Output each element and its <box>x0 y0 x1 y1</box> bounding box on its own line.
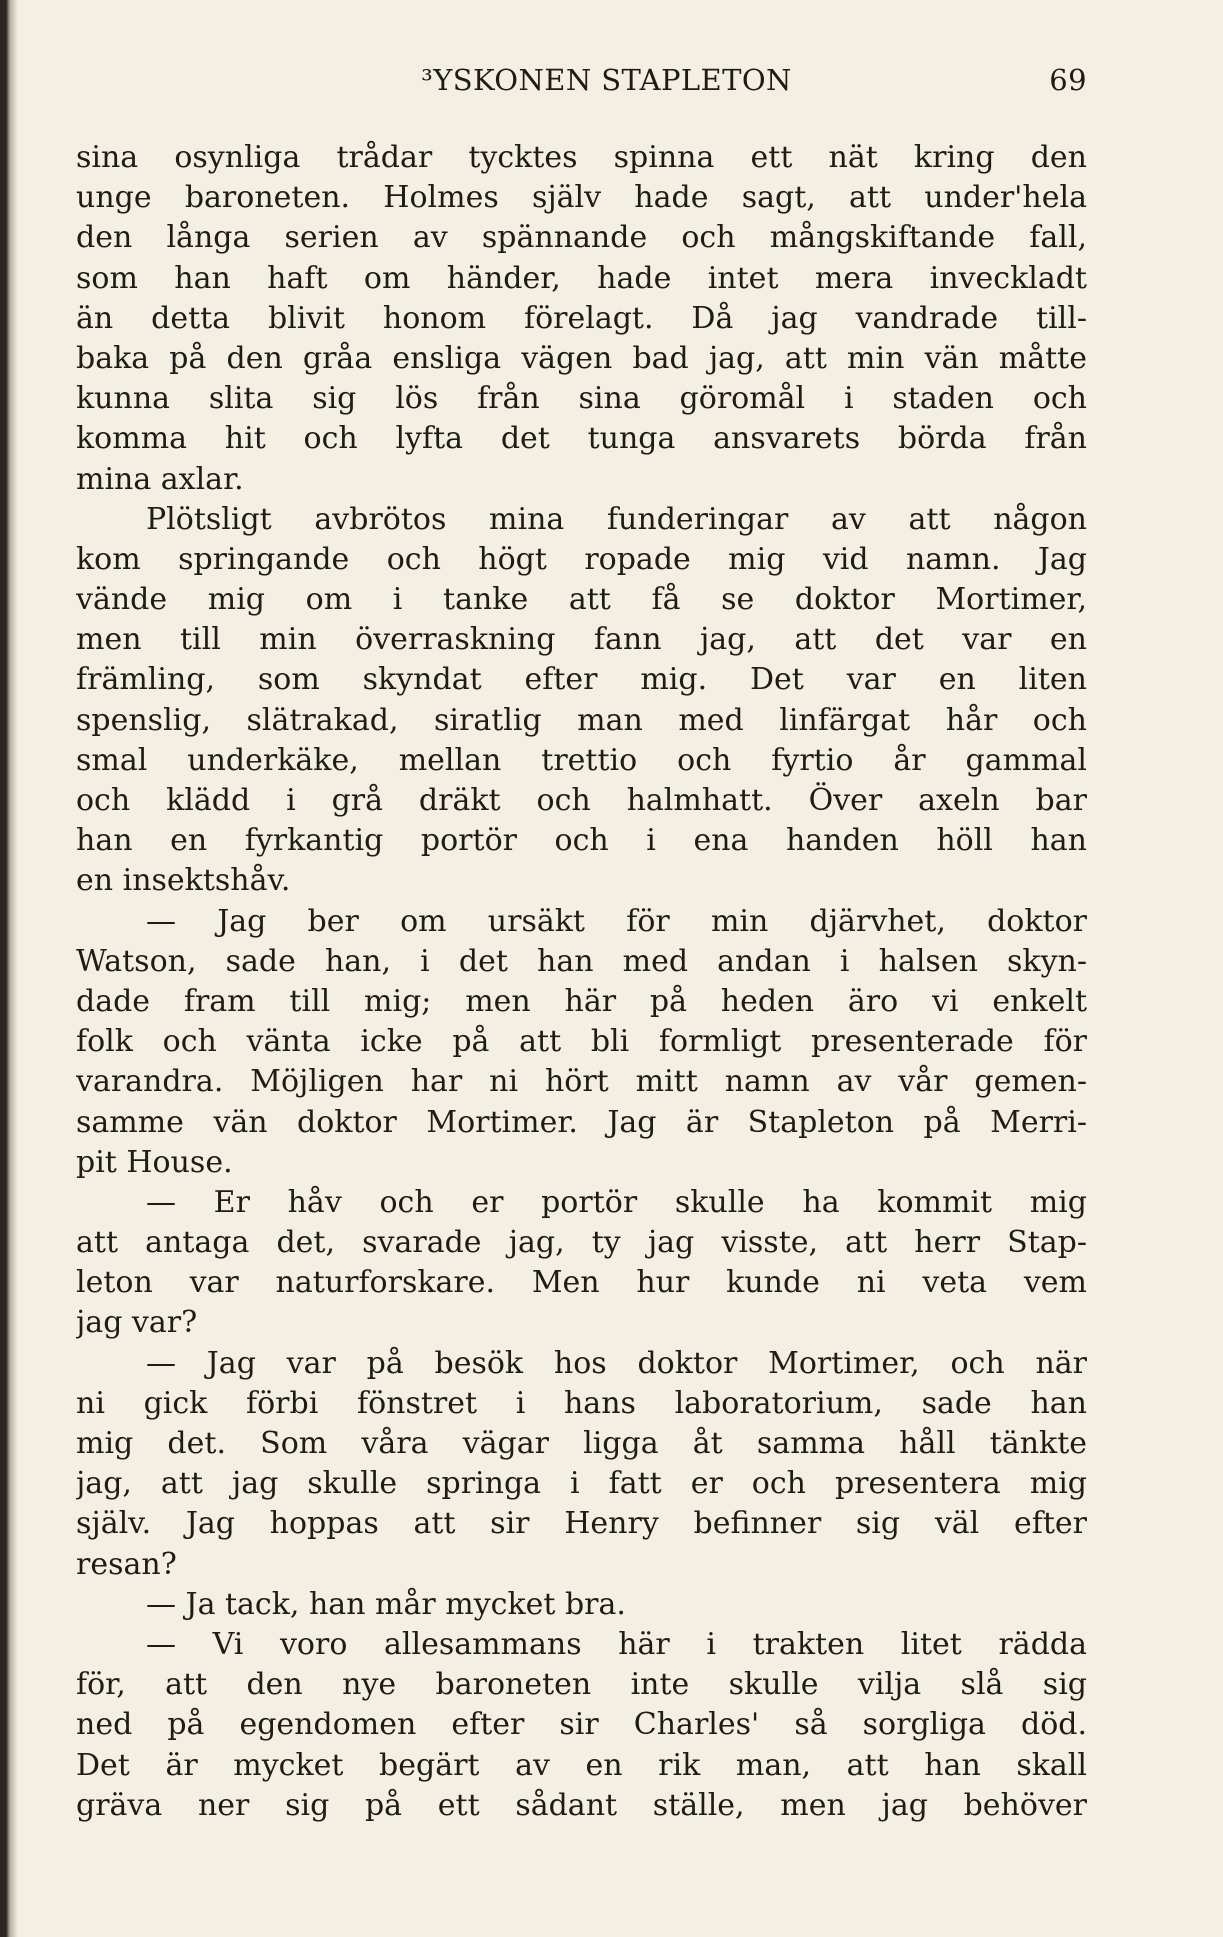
text-line: — Jag ber om ursäkt för min djärvhet, doktor <box>146 903 1087 939</box>
text-line: själv. Jag hoppas att sir Henry befinner sig väl efter <box>76 1506 1087 1542</box>
text-line: spenslig, slätrakad, siratlig man med linfärgat hår och <box>76 702 1087 738</box>
text-line: pit House. <box>76 1144 233 1180</box>
text-line: Watson, sade han, i det han med andan i halsen skyn- <box>76 943 1087 979</box>
text-line: — Er håv och er portör skulle ha kommit mig <box>146 1184 1087 1220</box>
text-line: resan? <box>76 1546 177 1582</box>
text-line: dade fram till mig; men här på heden äro vi enkelt <box>76 983 1087 1019</box>
text-line: men till min överraskning fann jag, att det var en <box>76 622 1087 658</box>
text-line: att antaga det, svarade jag, ty jag visste, att herr Stap- <box>76 1225 1087 1261</box>
page-header <box>76 60 1087 100</box>
text-line: som han haft om händer, hade intet mera inveckladt <box>76 260 1087 296</box>
text-line: mig det. Som våra vägar ligga åt samma håll tänkte <box>76 1426 1087 1461</box>
text-line: han en fyrkantig portör och i ena handen höll han <box>76 823 1087 859</box>
text-line: varandra. Möjligen har ni hört mitt namn av vår gemen- <box>76 1064 1087 1100</box>
text-line: jag var? <box>76 1305 198 1341</box>
text-line: — Jag var på besök hos doktor Mortimer, och när <box>146 1345 1087 1381</box>
text-line: baka på den gråa ensliga vägen bad jag, att min vän måtte <box>76 340 1087 376</box>
running-title: ³YSKONEN STAPLETON <box>421 63 792 97</box>
text-line: än detta blivit honom förelagt. Då jag vandrade till- <box>76 300 1087 336</box>
text-line: kunna slita sig lös från sina göromål i staden och <box>76 381 1087 417</box>
page-number: 69 <box>1049 63 1087 97</box>
text-line: den långa serien av spännande och mångskiftande fall, <box>76 220 1087 256</box>
text-line: vände mig om i tanke att få se doktor Mortimer, <box>76 582 1087 618</box>
text-line: leton var naturforskare. Men hur kunde ni veta vem <box>76 1265 1087 1301</box>
text-line: mina axlar. <box>76 461 244 497</box>
text-line: unge baroneten. Holmes själv hade sagt, att under'hela <box>76 180 1087 216</box>
text-line: kom springande och högt ropade mig vid namn. Jag <box>76 541 1087 577</box>
text-line: smal underkäke, mellan trettio och fyrtio år gammal <box>76 742 1087 778</box>
text-line: — Ja tack, han mår mycket bra. <box>146 1586 626 1622</box>
text-line: en insektshåv. <box>76 863 291 899</box>
text-line: sina osynliga trådar tycktes spinna ett nät kring den <box>76 140 1087 175</box>
text-line: gräva ner sig på ett sådant ställe, men jag behöver <box>76 1787 1087 1823</box>
text-line: och klädd i grå dräkt och halmhatt. Över axeln bar <box>76 783 1087 818</box>
text-line: Det är mycket begärt av en rik man, att han skall <box>76 1747 1087 1783</box>
text-line: samme vän doktor Mortimer. Jag är Stapleton på Merri- <box>76 1104 1087 1140</box>
text-line: för, att den nye baroneten inte skulle vilja slå sig <box>76 1667 1087 1703</box>
text-line: — Vi voro allesammans här i trakten litet rädda <box>146 1626 1087 1662</box>
text-line: ned på egendomen efter sir Charles' så sorgliga död. <box>76 1707 1087 1743</box>
text-line: främling, som skyndat efter mig. Det var en liten <box>76 662 1087 698</box>
book-spine-shadow <box>0 0 18 1937</box>
text-line: ni gick förbi fönstret i hans laboratorium, sade han <box>76 1385 1087 1421</box>
text-line: Plötsligt avbrötos mina funderingar av att någon <box>146 501 1087 537</box>
body-text <box>76 138 1087 1826</box>
text-line: folk och vänta icke på att bli formligt presenterade för <box>76 1024 1087 1060</box>
text-line: komma hit och lyfta det tunga ansvarets börda från <box>76 421 1087 457</box>
text-line: jag, att jag skulle springa i fatt er och presentera mig <box>76 1466 1087 1502</box>
